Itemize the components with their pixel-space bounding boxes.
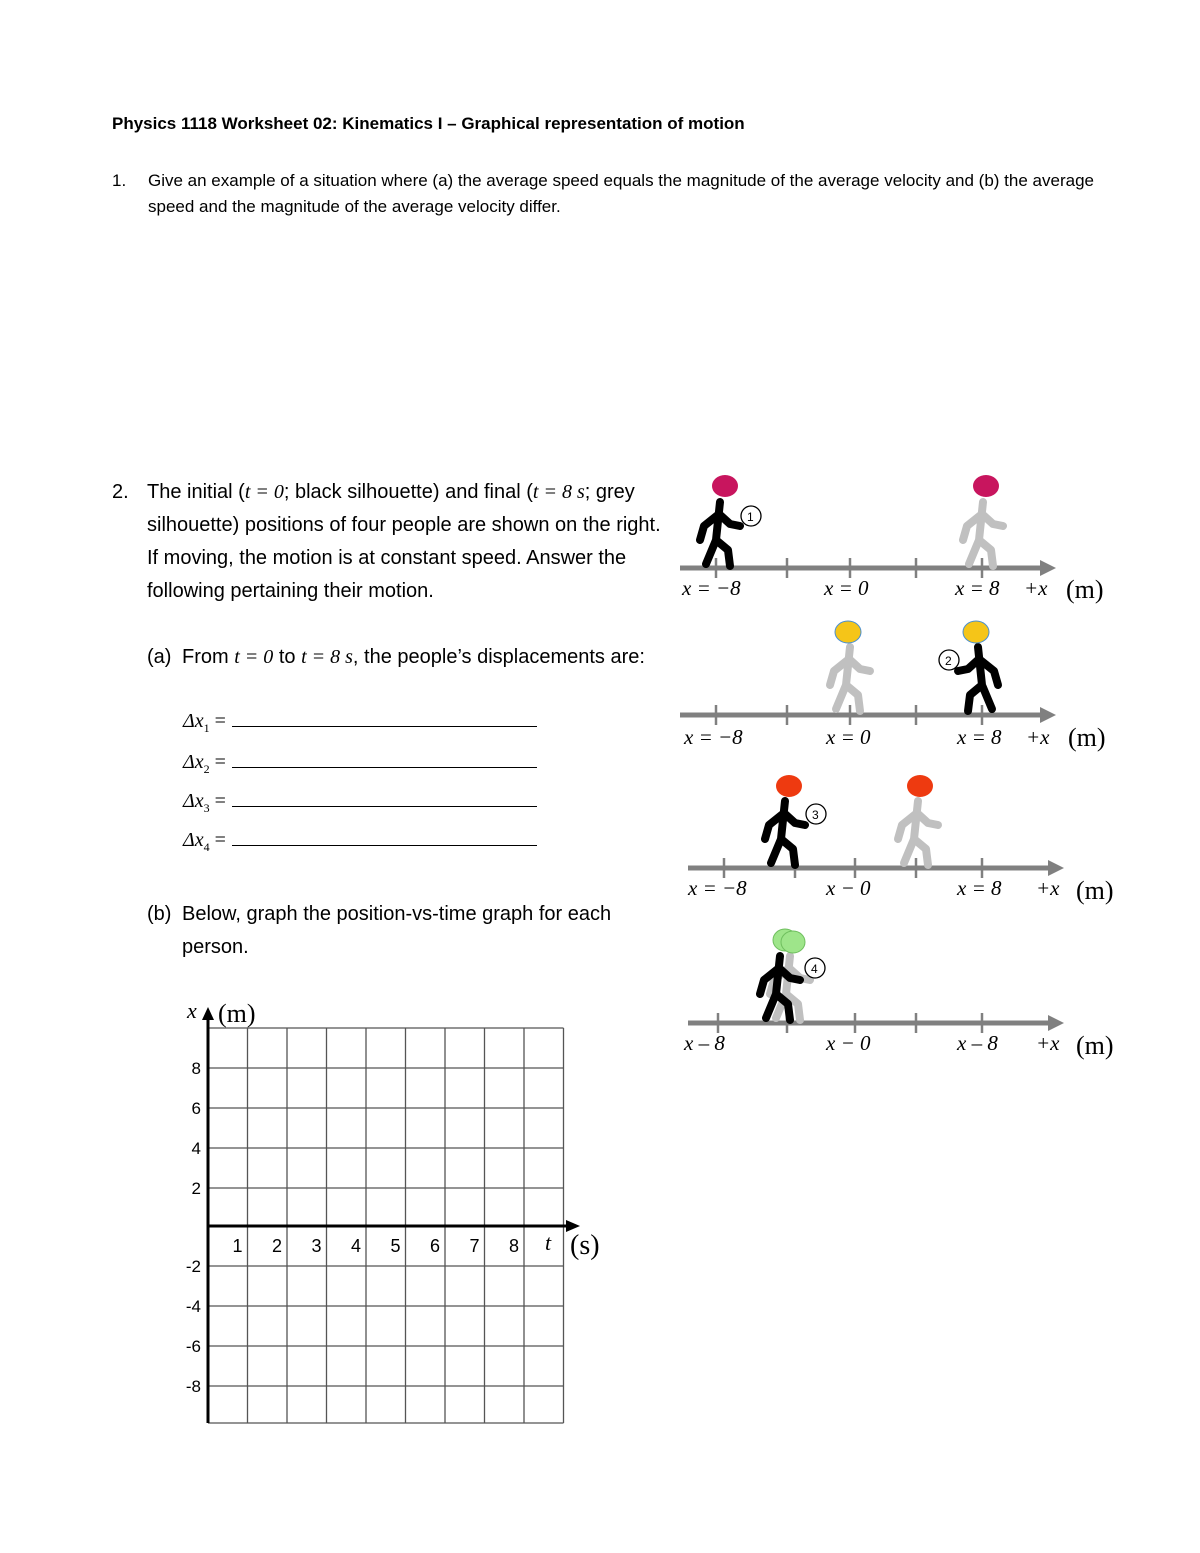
part-b-text: Below, graph the position-vs-time graph for each person. bbox=[182, 903, 612, 958]
y-tick-labels bbox=[186, 1059, 201, 1396]
question-2-number: 2. bbox=[112, 481, 129, 503]
person-1-head-initial bbox=[712, 475, 738, 497]
x-tick-label: 1 bbox=[232, 1236, 243, 1256]
number-line-1 bbox=[680, 475, 1104, 604]
y-tick-label: -4 bbox=[185, 1297, 201, 1316]
svg-text:x − 0: x − 0 bbox=[826, 876, 871, 900]
person-2-head-initial bbox=[963, 621, 989, 643]
svg-text:(m): (m) bbox=[1068, 723, 1106, 752]
y-axis-unit: (m) bbox=[218, 999, 256, 1028]
question-1-text: Give an example of a situation where (a) the average speed equals the magnitude of the average velocity and (b) the average speed and the magnitude of the average velocity differ. bbox=[148, 171, 1094, 216]
y-tick-label: -6 bbox=[185, 1337, 201, 1356]
x-tick-label: 6 bbox=[429, 1236, 440, 1256]
x-tick-label: 8 bbox=[508, 1236, 519, 1256]
svg-text:x – 8: x – 8 bbox=[957, 1031, 998, 1055]
svg-text:x = −8: x = −8 bbox=[682, 576, 741, 600]
svg-text:+x: +x bbox=[1026, 725, 1050, 749]
y-tick-label: -8 bbox=[185, 1377, 201, 1396]
x-tick-label: 5 bbox=[390, 1236, 401, 1256]
svg-text:x = −8: x = −8 bbox=[688, 876, 747, 900]
y-tick-label: 2 bbox=[191, 1179, 201, 1198]
x-tick-label: 3 bbox=[311, 1236, 322, 1256]
y-axis-arrow bbox=[202, 1007, 214, 1020]
svg-text:x = −8: x = −8 bbox=[684, 725, 743, 749]
svg-text:2: 2 bbox=[945, 654, 952, 668]
part-a-label: (a) bbox=[147, 646, 172, 668]
svg-text:x = 0: x = 0 bbox=[826, 725, 871, 749]
x-tick-labels bbox=[232, 1236, 519, 1256]
part-a-text: From t = 0 to t = 8 s, the people’s displacements are: bbox=[182, 646, 645, 668]
position-time-graph bbox=[186, 998, 600, 1423]
person-1-head-final bbox=[973, 475, 999, 497]
number-line-2 bbox=[680, 621, 1106, 752]
svg-text:1: 1 bbox=[747, 510, 754, 524]
y-axis-var: x bbox=[187, 998, 197, 1023]
question-1-number: 1. bbox=[112, 171, 127, 190]
time-initial: t = 0 bbox=[244, 481, 284, 503]
number-line-4 bbox=[683, 929, 1114, 1060]
time-final: t = 8 s bbox=[532, 481, 585, 503]
displacement-row-3: $\Delta x_3$ = bbox=[183, 790, 537, 816]
x-tick-label: 7 bbox=[469, 1236, 480, 1256]
svg-text:x = 8: x = 8 bbox=[955, 576, 1000, 600]
x-axis-unit: (s) bbox=[570, 1230, 600, 1261]
page-title: Physics 1118 Worksheet 02: Kinematics I – Graphical representation of motion bbox=[112, 114, 745, 133]
number-line-3 bbox=[687, 775, 1114, 905]
svg-text:x – 8: x – 8 bbox=[684, 1031, 725, 1055]
y-tick-label: 8 bbox=[191, 1059, 201, 1078]
person-2-head-final bbox=[835, 621, 861, 643]
svg-text:x = 0: x = 0 bbox=[824, 576, 869, 600]
person-4-head-final bbox=[781, 931, 805, 953]
svg-text:x = 8: x = 8 bbox=[957, 725, 1002, 749]
question-2-text: The initial (t = 0; black silhouette) and final (t = 8 s; grey silhouette) positions of four people are shown on the right. If moving, the motion is at constant speed. Answer the following pertaining their motion. bbox=[147, 481, 661, 602]
svg-text:x − 0: x − 0 bbox=[826, 1031, 871, 1055]
svg-text:4: 4 bbox=[811, 962, 818, 976]
person-3-head-initial bbox=[776, 775, 802, 797]
y-tick-label: 4 bbox=[191, 1139, 201, 1158]
person-3-head-final bbox=[907, 775, 933, 797]
y-tick-label: 6 bbox=[191, 1099, 201, 1118]
displacement-row-2: $\Delta x_2$ = bbox=[183, 751, 537, 777]
svg-text:(m): (m) bbox=[1076, 876, 1114, 905]
svg-text:(m): (m) bbox=[1066, 575, 1104, 604]
svg-text:3: 3 bbox=[812, 808, 819, 822]
part-b-label: (b) bbox=[147, 903, 172, 925]
x-axis-var: t bbox=[545, 1230, 552, 1255]
displacement-row-4: $\Delta x_4$ = bbox=[183, 829, 537, 855]
svg-text:x = 8: x = 8 bbox=[957, 876, 1002, 900]
svg-text:+x: +x bbox=[1036, 876, 1060, 900]
svg-text:(m): (m) bbox=[1076, 1031, 1114, 1060]
svg-text:+x: +x bbox=[1036, 1031, 1060, 1055]
svg-text:+x: +x bbox=[1024, 576, 1048, 600]
x-tick-label: 2 bbox=[271, 1236, 282, 1256]
displacement-row-1: $\Delta x_1$ = bbox=[183, 710, 537, 736]
y-tick-label: -2 bbox=[185, 1257, 201, 1276]
x-tick-label: 4 bbox=[350, 1236, 361, 1256]
